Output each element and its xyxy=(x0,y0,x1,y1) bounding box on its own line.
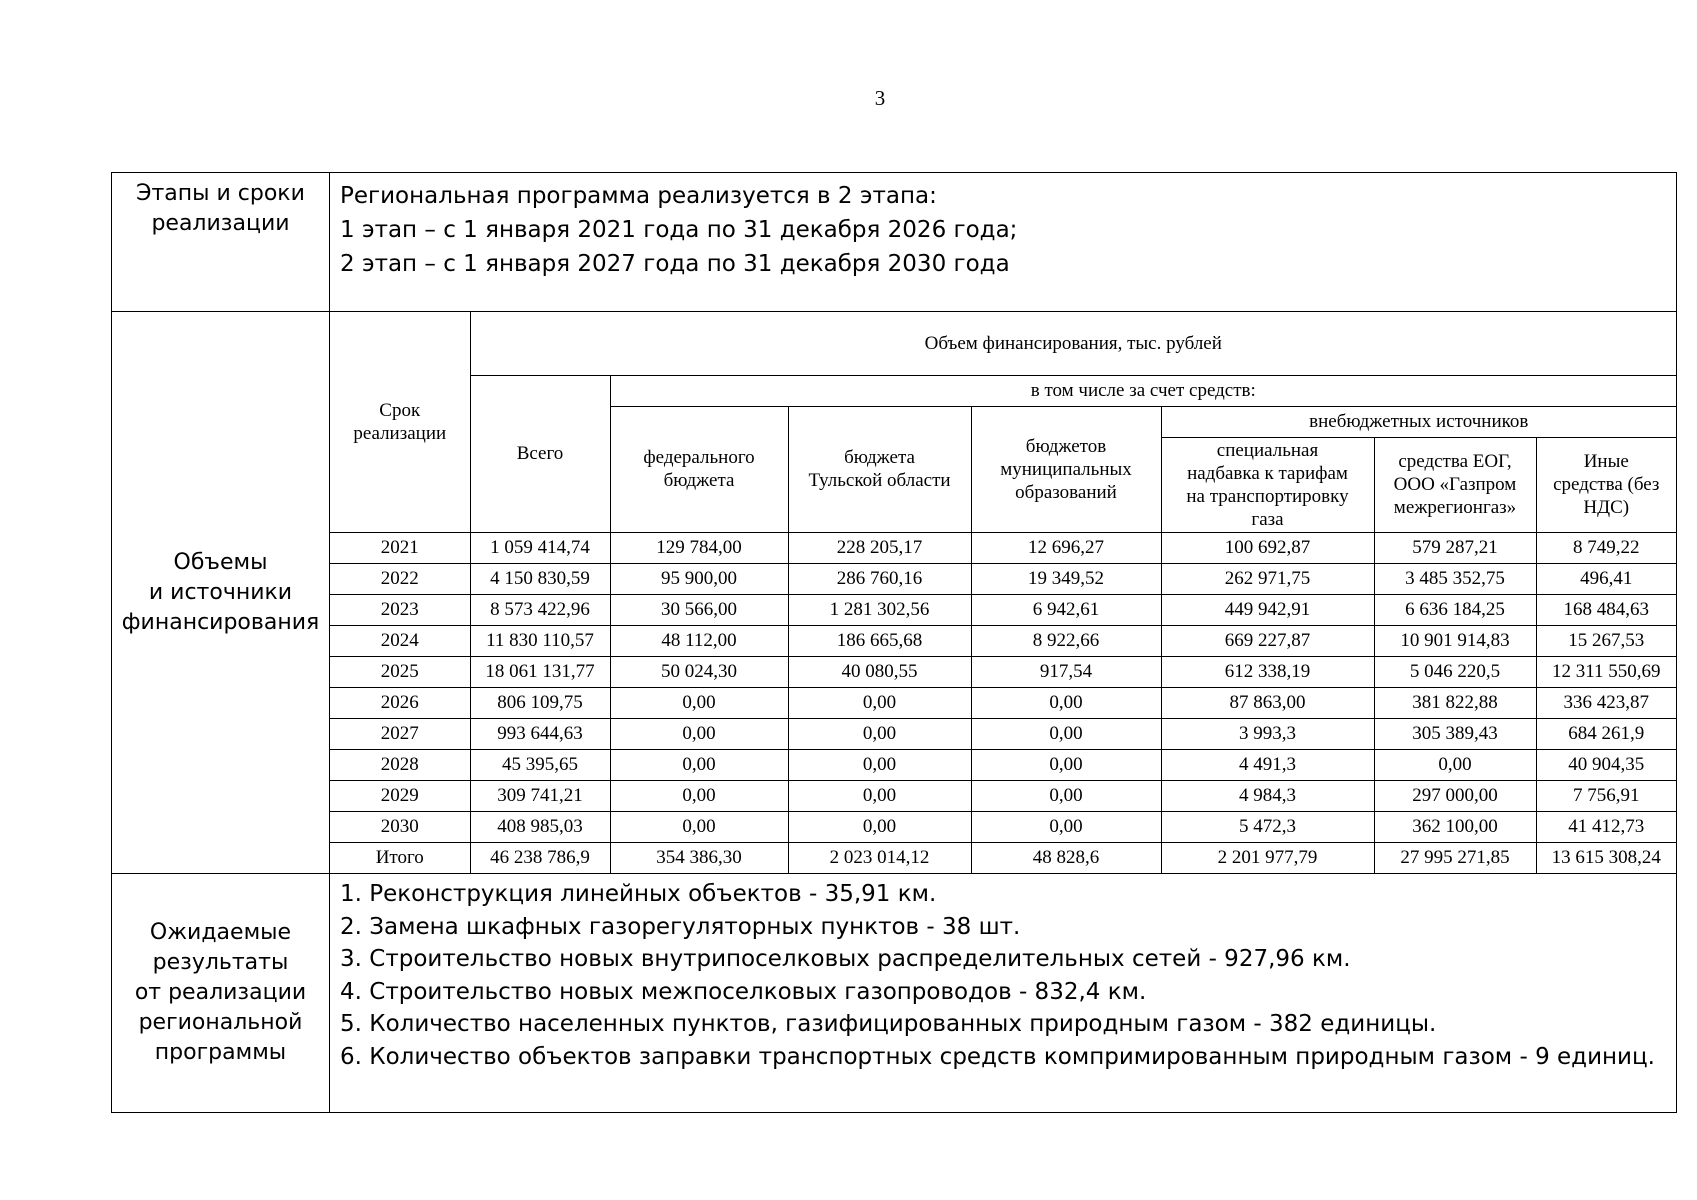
stages-row xyxy=(112,173,1677,312)
row-period-cell: 2025 xyxy=(330,656,470,687)
table-cell: 95 900,00 xyxy=(610,563,788,594)
header-other: Иные средства (без НДС) xyxy=(1536,437,1676,532)
row-period-cell: Итого xyxy=(330,842,470,873)
header-offbudget: внебюджетных источников xyxy=(1161,406,1676,437)
result-item: 2. Замена шкафных газорегуляторных пунктов - 38 шт. xyxy=(340,913,1021,940)
stages-label-line: Этапы и сроки xyxy=(136,181,305,206)
table-cell: 0,00 xyxy=(971,718,1161,749)
results-label-line: региональной xyxy=(138,1010,303,1035)
table-cell: 496,41 xyxy=(1536,563,1676,594)
table-row xyxy=(330,749,1676,780)
table-cell: 6 942,61 xyxy=(971,594,1161,625)
header-period: Срок реализации xyxy=(330,312,470,532)
table-cell: 100 692,87 xyxy=(1161,532,1374,563)
financing-table xyxy=(330,312,1676,873)
table-cell: 15 267,53 xyxy=(1536,625,1676,656)
row-period-cell: 2023 xyxy=(330,594,470,625)
table-cell: 0,00 xyxy=(610,811,788,842)
table-cell: 0,00 xyxy=(610,780,788,811)
table-cell: 1 059 414,74 xyxy=(470,532,610,563)
header-total: Всего xyxy=(470,375,610,532)
table-cell: 0,00 xyxy=(788,718,971,749)
results-label-line: Ожидаемые xyxy=(149,920,292,945)
result-item: 3. Строительство новых внутрипоселковых распределительных сетей - 927,96 км. xyxy=(340,946,1351,973)
table-cell: 87 863,00 xyxy=(1161,687,1374,718)
table-cell: 48 112,00 xyxy=(610,625,788,656)
header-regional: бюджета Тульской области xyxy=(788,406,971,532)
results-label xyxy=(112,874,330,1113)
table-cell: 2 023 014,12 xyxy=(788,842,971,873)
table-cell: 3 485 352,75 xyxy=(1374,563,1536,594)
table-cell: 684 261,9 xyxy=(1536,718,1676,749)
stages-label xyxy=(112,173,330,312)
table-row xyxy=(330,532,1676,563)
table-row xyxy=(330,718,1676,749)
header-surcharge: специальная надбавка к тарифам на транспортировку газа xyxy=(1161,437,1374,532)
stages-line: Региональная программа реализуется в 2 этапа: xyxy=(340,183,937,209)
table-row xyxy=(330,563,1676,594)
table-cell: 0,00 xyxy=(971,749,1161,780)
table-cell: 336 423,87 xyxy=(1536,687,1676,718)
table-cell: 40 080,55 xyxy=(788,656,971,687)
financing-label xyxy=(112,312,330,874)
table-cell: 186 665,68 xyxy=(788,625,971,656)
header-including: в том числе за счет средств: xyxy=(610,375,1676,406)
table-cell: 354 386,30 xyxy=(610,842,788,873)
header-volume: Объем финансирования, тыс. рублей xyxy=(470,312,1676,375)
row-period-cell: 2029 xyxy=(330,780,470,811)
table-cell: 0,00 xyxy=(971,780,1161,811)
table-cell: 228 205,17 xyxy=(788,532,971,563)
table-cell: 612 338,19 xyxy=(1161,656,1374,687)
table-row xyxy=(330,656,1676,687)
table-row xyxy=(330,842,1676,873)
financing-table-body xyxy=(330,532,1676,873)
table-cell: 168 484,63 xyxy=(1536,594,1676,625)
row-period-cell: 2027 xyxy=(330,718,470,749)
table-cell: 11 830 110,57 xyxy=(470,625,610,656)
table-row xyxy=(330,811,1676,842)
table-cell: 579 287,21 xyxy=(1374,532,1536,563)
table-cell: 7 756,91 xyxy=(1536,780,1676,811)
table-cell: 4 150 830,59 xyxy=(470,563,610,594)
table-cell: 0,00 xyxy=(788,749,971,780)
results-content xyxy=(330,874,1677,1113)
table-cell: 30 566,00 xyxy=(610,594,788,625)
result-item: 1. Реконструкция линейных объектов - 35,91 км. xyxy=(340,881,937,907)
results-row xyxy=(112,874,1677,1113)
row-period-cell: 2028 xyxy=(330,749,470,780)
table-cell: 449 942,91 xyxy=(1161,594,1374,625)
financing-row xyxy=(112,312,1677,874)
table-cell: 0,00 xyxy=(971,811,1161,842)
table-cell: 0,00 xyxy=(610,749,788,780)
table-cell: 2 201 977,79 xyxy=(1161,842,1374,873)
table-cell: 46 238 786,9 xyxy=(470,842,610,873)
table-cell: 12 696,27 xyxy=(971,532,1161,563)
results-label-line: программы xyxy=(154,1040,287,1065)
table-cell: 0,00 xyxy=(1374,749,1536,780)
stages-content xyxy=(330,173,1677,312)
financing-content xyxy=(330,312,1677,874)
page-number: 3 xyxy=(874,86,886,110)
financing-label-line: Объемы xyxy=(173,549,268,575)
table-cell: 0,00 xyxy=(610,718,788,749)
table-cell: 10 901 914,83 xyxy=(1374,625,1536,656)
result-item: 5. Количество населенных пунктов, газифицированных природным газом - 382 единицы. xyxy=(340,1011,1437,1038)
table-cell: 40 904,35 xyxy=(1536,749,1676,780)
financing-label-line: и источники xyxy=(148,579,293,605)
results-label-line: от реализации xyxy=(134,980,307,1005)
table-cell: 0,00 xyxy=(788,687,971,718)
table-cell: 286 760,16 xyxy=(788,563,971,594)
header-federal: федерального бюджета xyxy=(610,406,788,532)
table-cell: 8 922,66 xyxy=(971,625,1161,656)
row-period-cell: 2024 xyxy=(330,625,470,656)
table-cell: 45 395,65 xyxy=(470,749,610,780)
table-cell: 669 227,87 xyxy=(1161,625,1374,656)
table-cell: 0,00 xyxy=(788,780,971,811)
table-cell: 806 109,75 xyxy=(470,687,610,718)
table-cell: 0,00 xyxy=(610,687,788,718)
header-municipal: бюджетов муниципальных образований xyxy=(971,406,1161,532)
stages-line: 1 этап – с 1 января 2021 года по 31 декабря 2026 года; xyxy=(340,217,1018,243)
row-period-cell: 2026 xyxy=(330,687,470,718)
table-cell: 917,54 xyxy=(971,656,1161,687)
table-cell: 50 024,30 xyxy=(610,656,788,687)
table-cell: 381 822,88 xyxy=(1374,687,1536,718)
table-cell: 41 412,73 xyxy=(1536,811,1676,842)
results-label-line: результаты xyxy=(152,950,289,975)
table-cell: 6 636 184,25 xyxy=(1374,594,1536,625)
table-cell: 1 281 302,56 xyxy=(788,594,971,625)
table-cell: 12 311 550,69 xyxy=(1536,656,1676,687)
table-cell: 4 984,3 xyxy=(1161,780,1374,811)
row-period-cell: 2021 xyxy=(330,532,470,563)
row-period-cell: 2030 xyxy=(330,811,470,842)
financing-label-line: финансирования xyxy=(121,609,320,635)
table-cell: 27 995 271,85 xyxy=(1374,842,1536,873)
header-eog: средства ЕОГ, ООО «Газпром межрегионгаз» xyxy=(1374,437,1536,532)
table-cell: 0,00 xyxy=(971,687,1161,718)
table-cell: 18 061 131,77 xyxy=(470,656,610,687)
table-row xyxy=(330,625,1676,656)
table-cell: 309 741,21 xyxy=(470,780,610,811)
table-cell: 8 573 422,96 xyxy=(470,594,610,625)
table-row xyxy=(330,780,1676,811)
table-cell: 5 472,3 xyxy=(1161,811,1374,842)
table-cell: 362 100,00 xyxy=(1374,811,1536,842)
table-cell: 993 644,63 xyxy=(470,718,610,749)
result-item: 6. Количество объектов заправки транспортных средств компримированным природным газом - 9 единиц. xyxy=(340,1043,1655,1070)
result-item: 4. Строительство новых межпоселковых газопроводов - 832,4 км. xyxy=(340,978,1147,1005)
table-cell: 4 491,3 xyxy=(1161,749,1374,780)
table-cell: 5 046 220,5 xyxy=(1374,656,1536,687)
table-cell: 408 985,03 xyxy=(470,811,610,842)
table-cell: 297 000,00 xyxy=(1374,780,1536,811)
table-cell: 305 389,43 xyxy=(1374,718,1536,749)
table-cell: 0,00 xyxy=(788,811,971,842)
passport-table xyxy=(111,172,1677,1113)
table-cell: 48 828,6 xyxy=(971,842,1161,873)
table-cell: 262 971,75 xyxy=(1161,563,1374,594)
table-cell: 13 615 308,24 xyxy=(1536,842,1676,873)
table-row xyxy=(330,594,1676,625)
table-cell: 3 993,3 xyxy=(1161,718,1374,749)
stages-line: 2 этап – с 1 января 2027 года по 31 декабря 2030 года xyxy=(340,251,1010,277)
table-cell: 129 784,00 xyxy=(610,532,788,563)
table-cell: 8 749,22 xyxy=(1536,532,1676,563)
table-row xyxy=(330,687,1676,718)
row-period-cell: 2022 xyxy=(330,563,470,594)
stages-label-line: реализации xyxy=(151,211,290,236)
table-cell: 19 349,52 xyxy=(971,563,1161,594)
